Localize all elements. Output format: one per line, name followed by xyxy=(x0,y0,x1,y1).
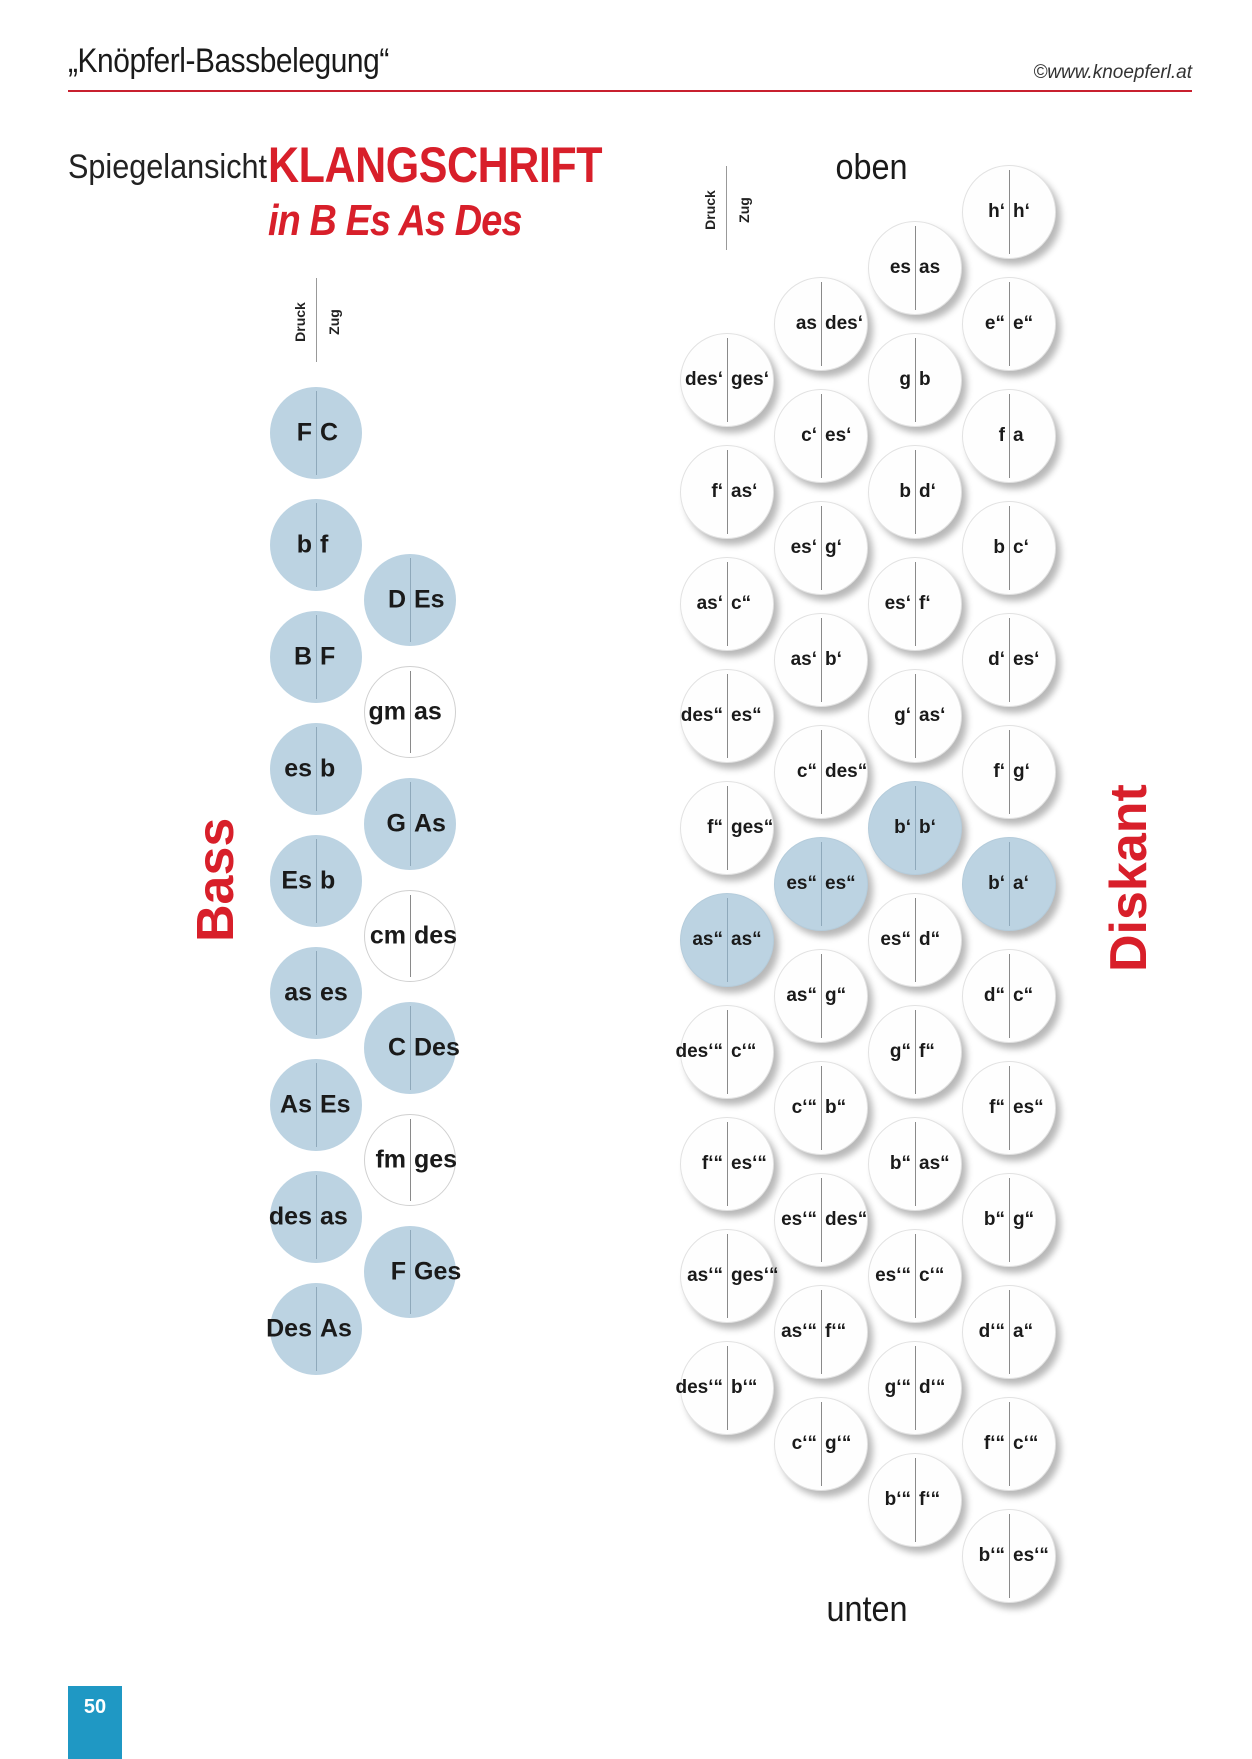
push-note: as‘ xyxy=(696,593,723,614)
pull-note: Des xyxy=(414,1033,460,1062)
bass-row1-button-8 xyxy=(270,1171,362,1263)
push-note: b“ xyxy=(983,1209,1005,1230)
bass-row1-button-6 xyxy=(270,947,362,1039)
treble-legend-push: Druck xyxy=(702,190,718,230)
push-note: as‘“ xyxy=(687,1265,723,1286)
treble-row2-button-5 xyxy=(774,725,868,819)
pull-note: es“ xyxy=(731,705,762,726)
pull-note: d‘“ xyxy=(919,1377,946,1398)
treble-row2-button-2 xyxy=(774,389,868,483)
treble-row3-button-11 xyxy=(868,1341,962,1435)
push-note: des“ xyxy=(680,705,723,726)
treble-row4-button-4 xyxy=(962,501,1056,595)
pull-note: des xyxy=(414,921,458,950)
treble-row4-button-11 xyxy=(962,1285,1056,1379)
push-note: des‘ xyxy=(684,369,723,390)
treble-row2-button-10 xyxy=(774,1285,868,1379)
bass-row1-button-9 xyxy=(266,1283,362,1375)
pull-note: es‘“ xyxy=(731,1153,767,1174)
notation-headline: KLANGSCHRIFT xyxy=(268,137,603,193)
treble-row2-button-1 xyxy=(774,277,868,371)
bass-row1-button-4 xyxy=(270,723,362,815)
push-note: as xyxy=(284,978,312,1007)
push-note: des‘“ xyxy=(675,1377,723,1398)
push-note: cm xyxy=(369,921,406,950)
push-note: f xyxy=(998,425,1005,446)
treble-row4-button-7 xyxy=(962,837,1056,931)
bass-row2-button-3 xyxy=(364,778,456,870)
treble-row2-button-11 xyxy=(774,1397,868,1491)
treble-row3-button-4 xyxy=(868,557,962,651)
pull-note: ges“ xyxy=(731,817,774,838)
pull-note: es“ xyxy=(1013,1097,1044,1118)
pull-note: f“ xyxy=(919,1041,935,1062)
pull-note: F xyxy=(320,642,336,671)
push-note: es‘“ xyxy=(875,1265,911,1286)
push-note: b‘ xyxy=(894,817,911,838)
pull-note: c“ xyxy=(1013,985,1034,1006)
pull-note: es‘“ xyxy=(1013,1545,1049,1566)
push-note: h‘ xyxy=(988,201,1005,222)
treble-row1-button-5 xyxy=(680,781,774,875)
push-note: d‘ xyxy=(988,649,1005,670)
push-note: es xyxy=(889,257,911,278)
treble-row3-button-9 xyxy=(868,1117,962,1211)
push-note: e“ xyxy=(984,313,1005,334)
treble-legend-divider xyxy=(726,166,727,250)
pull-note: f‘ xyxy=(919,593,931,614)
bass-legend-divider xyxy=(316,278,317,362)
pull-note: f‘“ xyxy=(919,1489,941,1510)
bass-row1-button-7 xyxy=(270,1059,362,1151)
top-label: oben xyxy=(835,146,908,187)
push-note: f“ xyxy=(707,817,723,838)
bass-legend-push: Druck xyxy=(292,302,308,342)
pull-note: c‘“ xyxy=(919,1265,945,1286)
treble-row2-button-8 xyxy=(774,1061,868,1155)
treble-row4-button-3 xyxy=(962,389,1056,483)
treble-row1-button-1 xyxy=(680,333,774,427)
bass-side-label: Bass xyxy=(187,817,245,942)
push-note: C xyxy=(387,1033,406,1062)
push-note: b xyxy=(899,481,911,502)
treble-row3-button-3 xyxy=(868,445,962,539)
push-note: c“ xyxy=(796,761,817,782)
push-note: as‘ xyxy=(790,649,817,670)
treble-row4-button-9 xyxy=(962,1061,1056,1155)
treble-row2-button-3 xyxy=(774,501,868,595)
pull-note: ges‘ xyxy=(731,369,770,390)
pull-note: es‘ xyxy=(1013,649,1040,670)
push-note: f‘ xyxy=(993,761,1005,782)
pull-note: g‘“ xyxy=(825,1433,852,1454)
pull-note: es xyxy=(320,978,348,1007)
tuning-subhead: in B Es As Des xyxy=(268,196,522,245)
treble-row4-button-5 xyxy=(962,613,1056,707)
pull-note: b xyxy=(919,369,931,390)
push-note: d“ xyxy=(983,985,1005,1006)
push-note: As xyxy=(280,1090,312,1119)
treble-row3-button-12 xyxy=(868,1453,962,1547)
bottom-label: unten xyxy=(826,1588,908,1629)
push-note: fm xyxy=(375,1145,406,1174)
push-note: f‘“ xyxy=(983,1433,1005,1454)
pull-note: des“ xyxy=(825,1209,868,1230)
pull-note: des‘ xyxy=(825,313,864,334)
push-note: c‘“ xyxy=(791,1433,817,1454)
bass-row1-button-2 xyxy=(270,499,362,591)
pull-note: g“ xyxy=(1013,1209,1035,1230)
pull-note: Ges xyxy=(414,1257,462,1286)
treble-row2-button-4 xyxy=(774,613,868,707)
pull-note: as xyxy=(414,697,442,726)
pull-note: des“ xyxy=(825,761,868,782)
push-note: es‘ xyxy=(790,537,817,558)
bass-row1-button-3 xyxy=(270,611,362,703)
push-note: b xyxy=(993,537,1005,558)
pull-note: C xyxy=(320,418,339,447)
pull-note: as“ xyxy=(731,929,762,950)
pull-note: As xyxy=(320,1314,352,1343)
pull-note: c‘“ xyxy=(731,1041,757,1062)
push-note: d‘“ xyxy=(978,1321,1005,1342)
pull-note: as xyxy=(919,257,941,278)
bass-legend-pull: Zug xyxy=(326,309,342,335)
push-note: as xyxy=(795,313,817,334)
push-note: Es xyxy=(281,866,312,895)
push-note: b xyxy=(296,530,312,559)
page-number: 50 xyxy=(83,1696,107,1718)
treble-row2-button-6 xyxy=(774,837,868,931)
pull-note: f xyxy=(320,530,329,559)
push-note: b“ xyxy=(889,1153,911,1174)
pull-note: As xyxy=(414,809,446,838)
push-note: f“ xyxy=(989,1097,1005,1118)
bass-row2-button-6 xyxy=(364,1114,456,1206)
push-note: as‘“ xyxy=(781,1321,817,1342)
push-note: g“ xyxy=(889,1041,911,1062)
pull-note: es‘ xyxy=(825,425,852,446)
push-note: F xyxy=(296,418,312,447)
pull-note: a xyxy=(1013,425,1024,446)
pull-note: b‘ xyxy=(825,649,842,670)
treble-side-label: Diskant xyxy=(1100,784,1158,972)
push-note: g xyxy=(899,369,911,390)
push-note: F xyxy=(390,1257,406,1286)
push-note: c‘ xyxy=(801,425,817,446)
pull-note: b‘“ xyxy=(731,1377,758,1398)
push-note: g‘“ xyxy=(884,1377,911,1398)
pull-note: es“ xyxy=(825,873,856,894)
treble-row1-button-2 xyxy=(680,445,774,539)
pull-note: a‘ xyxy=(1013,873,1029,894)
push-note: g‘ xyxy=(894,705,911,726)
treble-row4-button-13 xyxy=(962,1509,1056,1603)
header-divider xyxy=(68,90,1192,92)
push-note: gm xyxy=(368,697,406,726)
bass-row2-button-2 xyxy=(364,666,456,758)
push-note: f‘“ xyxy=(701,1153,723,1174)
treble-row4-button-8 xyxy=(962,949,1056,1043)
page-title: „Knöpferl-Bassbelegung“ xyxy=(68,42,389,80)
push-note: b‘ xyxy=(988,873,1005,894)
pull-note: b xyxy=(320,866,336,895)
pull-note: b‘ xyxy=(919,817,936,838)
page-number-tab xyxy=(68,1686,122,1759)
treble-row4-button-12 xyxy=(962,1397,1056,1491)
copyright-note: ©www.knoepferl.at xyxy=(1033,62,1192,83)
bass-row1-button-5 xyxy=(270,835,362,927)
treble-row3-button-10 xyxy=(868,1229,962,1323)
treble-row4-button-2 xyxy=(962,277,1056,371)
push-note: es xyxy=(284,754,312,783)
pull-note: ges xyxy=(414,1145,458,1174)
push-note: D xyxy=(387,585,406,614)
pull-note: g‘ xyxy=(1013,761,1030,782)
treble-row3-button-2 xyxy=(868,333,962,427)
treble-legend-pull: Zug xyxy=(736,197,752,223)
pull-note: ges‘“ xyxy=(731,1265,779,1286)
push-note: es‘“ xyxy=(781,1209,817,1230)
push-note: b‘“ xyxy=(978,1545,1005,1566)
bass-row2-button-1 xyxy=(364,554,456,646)
treble-row1-button-7 xyxy=(675,1005,774,1099)
bass-row1-button-1 xyxy=(270,387,362,479)
pull-note: b“ xyxy=(825,1097,847,1118)
mirror-view-label: Spiegelansicht xyxy=(68,148,268,186)
pull-note: d“ xyxy=(919,929,941,950)
treble-row4-button-10 xyxy=(962,1173,1056,1267)
pull-note: h‘ xyxy=(1013,201,1030,222)
treble-row1-button-8 xyxy=(680,1117,774,1211)
push-note: des xyxy=(268,1202,312,1231)
push-note: b‘“ xyxy=(884,1489,911,1510)
treble-row1-button-6 xyxy=(680,893,774,987)
treble-row1-button-4 xyxy=(680,669,774,763)
push-note: G xyxy=(386,809,406,838)
push-note: B xyxy=(293,642,312,671)
pull-note: as“ xyxy=(919,1153,950,1174)
push-note: c‘“ xyxy=(791,1097,817,1118)
pull-note: as‘ xyxy=(919,705,946,726)
treble-row2-button-9 xyxy=(774,1173,868,1267)
bass-row2-button-4 xyxy=(364,890,456,982)
pull-note: c‘ xyxy=(1013,537,1029,558)
treble-row3-button-7 xyxy=(868,893,962,987)
treble-row3-button-5 xyxy=(868,669,962,763)
treble-row4-button-1 xyxy=(962,165,1056,259)
pull-note: c“ xyxy=(731,593,752,614)
pull-note: c‘“ xyxy=(1013,1433,1039,1454)
treble-row2-button-7 xyxy=(774,949,868,1043)
treble-row3-button-8 xyxy=(868,1005,962,1099)
pull-note: g‘ xyxy=(825,537,842,558)
push-note: Des xyxy=(266,1314,312,1343)
treble-row1-button-10 xyxy=(675,1341,774,1435)
treble-row1-button-3 xyxy=(680,557,774,651)
bass-row2-button-7 xyxy=(364,1226,462,1318)
push-note: es“ xyxy=(786,873,817,894)
push-note: es“ xyxy=(880,929,911,950)
push-note: as“ xyxy=(692,929,723,950)
pull-note: e“ xyxy=(1013,313,1034,334)
treble-row3-button-6 xyxy=(868,781,962,875)
push-note: f‘ xyxy=(711,481,723,502)
pull-note: Es xyxy=(414,585,445,614)
treble-row1-button-9 xyxy=(680,1229,779,1323)
pull-note: b xyxy=(320,754,336,783)
pull-note: f‘“ xyxy=(825,1321,847,1342)
pull-note: as xyxy=(320,1202,348,1231)
pull-note: a“ xyxy=(1013,1321,1034,1342)
push-note: des‘“ xyxy=(675,1041,723,1062)
push-note: as“ xyxy=(786,985,817,1006)
pull-note: Es xyxy=(320,1090,351,1119)
bass-row2-button-5 xyxy=(364,1002,460,1094)
pull-note: as‘ xyxy=(731,481,758,502)
pull-note: d‘ xyxy=(919,481,936,502)
pull-note: g“ xyxy=(825,985,847,1006)
treble-row3-button-1 xyxy=(868,221,962,315)
push-note: es‘ xyxy=(884,593,911,614)
treble-row4-button-6 xyxy=(962,725,1056,819)
